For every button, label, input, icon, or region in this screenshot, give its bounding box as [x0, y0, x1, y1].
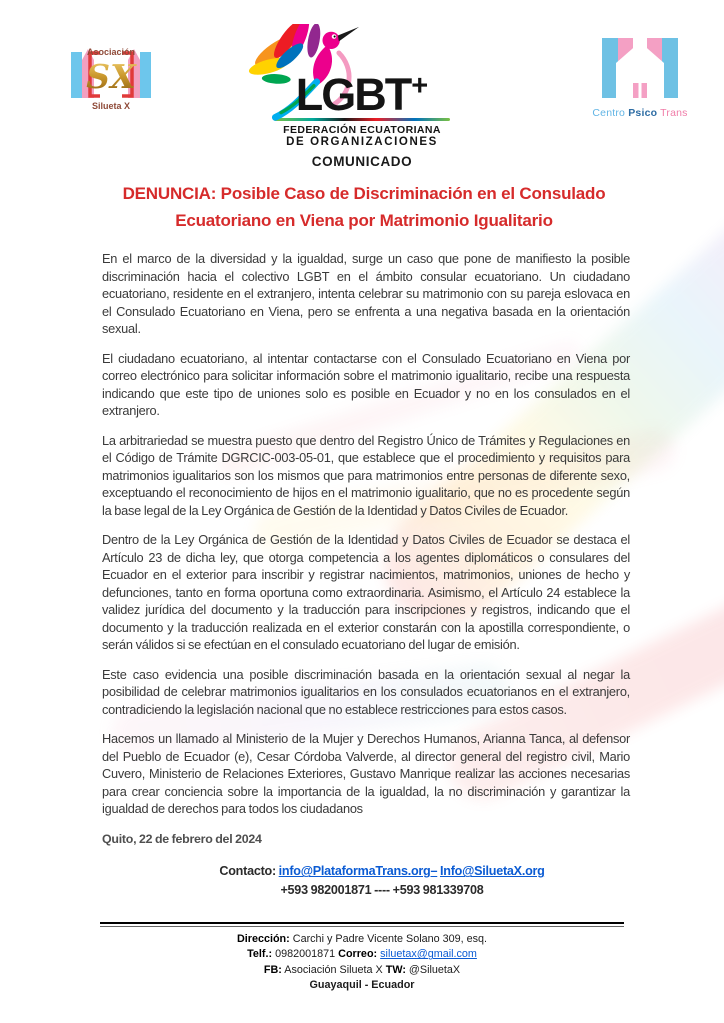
contact-block	[118, 862, 646, 900]
paragraph: En el marco de la diversidad y la igualdad, surge un caso que pone de manifiesto la posible discriminación hacia el colectivo LGBT en el ámbito consular ecuatoriano. Un ciudadano ecuatoriano, residente en el extranjero, intenta celebrar su matrimonio con su pareja eslovaca en el Consulado Ecuatoriano en Viena, pero se enfrenta a una negativa basada en la orientación sexual.	[102, 251, 630, 337]
cpt-word-centro: Centro	[592, 107, 626, 119]
paragraph: La arbitrariedad se muestra puesto que dentro del Registro Único de Trámites y Regulaciones en el Código de Trámite DGRCIC-003-05-01, que establece que el procedimiento y requisitos para matrimonios igualitarios son los mismos que para matrimonios entre personas de diferente sexo, exceptuando el reconocimiento de hijos en el matrimonio igualitario, que no es procedente según la base legal de la Ley Orgánica de Gestión de la Identidad y Datos Civiles de Ecuador.	[102, 432, 630, 518]
footer-social-line	[100, 963, 624, 978]
fb-value: Asociación Silueta X	[284, 963, 383, 976]
title-line-1: DENUNCIA: Posible Caso de Discriminación en el Consulado	[122, 184, 606, 203]
correo-label: Correo:	[338, 948, 378, 961]
silueta-x-emblem-icon	[64, 36, 158, 116]
date-line: Quito, 22 de febrero del 2024	[102, 831, 262, 846]
cpt-caption	[584, 107, 696, 119]
paragraph: Este caso evidencia una posible discriminación basada en la orientación sexual al negar la posibilidad de celebrar matrimonios igualitarios en los consulados ecuatorianos en el extranjero, contradiciendo la legislación nacional que no establece restricciones para estos casos.	[102, 666, 630, 717]
fb-label: FB:	[263, 963, 282, 976]
email-link-plataformatrans[interactable]: info@PlataformaTrans.org	[278, 864, 431, 879]
trans-house-icon	[590, 36, 690, 100]
email-link-siluetax[interactable]: Info@SiluetaX.org	[440, 864, 545, 879]
address-value: Carchi y Padre Vicente Solano 309, esq.	[292, 933, 488, 945]
paragraph: Dentro de la Ley Orgánica de Gestión de la Identidad y Datos Civiles de Ecuador se destaca el Artículo 23 de dicha ley, que otorga competencia a los agentes diplomáticos o consulares del Ecuador en el exterior para inscribir y registrar nacimientos, matrimonios, uniones de hecho y defunciones, tanto en forma oportuna como extraordinaria. Asimismo, el Artículo 24 establece la validez jurídica del documento y la traducción para inscripciones y registros, indicando que el documento y la traducción realizada en el exterior constarán con la apostilla correspondiente, o serán válidos si se efectúan en el consulado ecuatoriano del lugar de emisión.	[102, 532, 630, 653]
page-title	[99, 180, 629, 234]
logo-centro-psico-trans	[584, 36, 696, 119]
svg-text:Silueta X: Silueta X	[91, 101, 131, 111]
contact-phones: +593 982001871 ---- +593 981339708	[280, 883, 484, 898]
phone-label: Telf.:	[247, 948, 273, 961]
lgbt-wordmark: LGBT+	[295, 69, 429, 120]
svg-text:Asociación: Asociación	[86, 47, 136, 57]
footer-email-link[interactable]: siluetax@gmail.com	[380, 948, 477, 961]
header	[0, 0, 724, 168]
cpt-word-psico: Psico	[628, 107, 658, 119]
svg-text:SX: SX	[86, 57, 136, 96]
phone-value: 0982001871	[275, 948, 336, 961]
footer-address-line	[100, 932, 624, 947]
footer-phone-line	[100, 947, 624, 962]
footer-city: Guayaquil - Ecuador	[309, 978, 415, 991]
address-label: Dirección:	[236, 933, 290, 945]
document-body	[102, 250, 630, 900]
title-line-2: Ecuatoriano en Viena por Matrimonio Igualitario	[175, 211, 553, 231]
footer	[100, 922, 624, 993]
logo-lgbt-federation	[237, 24, 487, 169]
dash-separator: –	[430, 864, 438, 879]
tw-label: TW:	[385, 963, 406, 976]
federation-line1: FEDERACIÓN ECUATORIANA	[283, 124, 441, 136]
comunicado-label: COMUNICADO	[311, 154, 413, 169]
paragraph: Hacemos un llamado al Ministerio de la Mujer y Derechos Humanos, Arianna Tanca, al defensor del Pueblo de Ecuador (e), Cesar Córdoba Valverde, al director general del registro civil, Mario Cuvero, Ministerio de Relaciones Exteriores, Gustavo Manrique realizar las acciones necesarias para crear conciencia sobre la importancia de la igualdad, la no discriminación y garantizar la igualdad de derechos para todos los ciudadanos	[102, 731, 630, 817]
cpt-word-trans: Trans	[660, 107, 688, 119]
footer-divider	[100, 922, 624, 927]
logo-silueta-x	[64, 36, 158, 121]
contact-label: Contacto:	[219, 864, 276, 879]
contact-line	[118, 862, 646, 881]
federation-line2: DE ORGANIZACIONES	[286, 136, 438, 148]
plus-sign: +	[411, 70, 429, 102]
paragraph: El ciudadano ecuatoriano, al intentar contactarse con el Consulado Ecuatoriano en Viena por correo electrónico para solicitar información sobre el matrimonio igualitario, recibe una respuesta indicando que este tipo de uniones solo es posible en Ecuador y no en los consulados en el extranjero.	[102, 350, 630, 419]
tw-value: @SiluetaX	[408, 963, 461, 976]
